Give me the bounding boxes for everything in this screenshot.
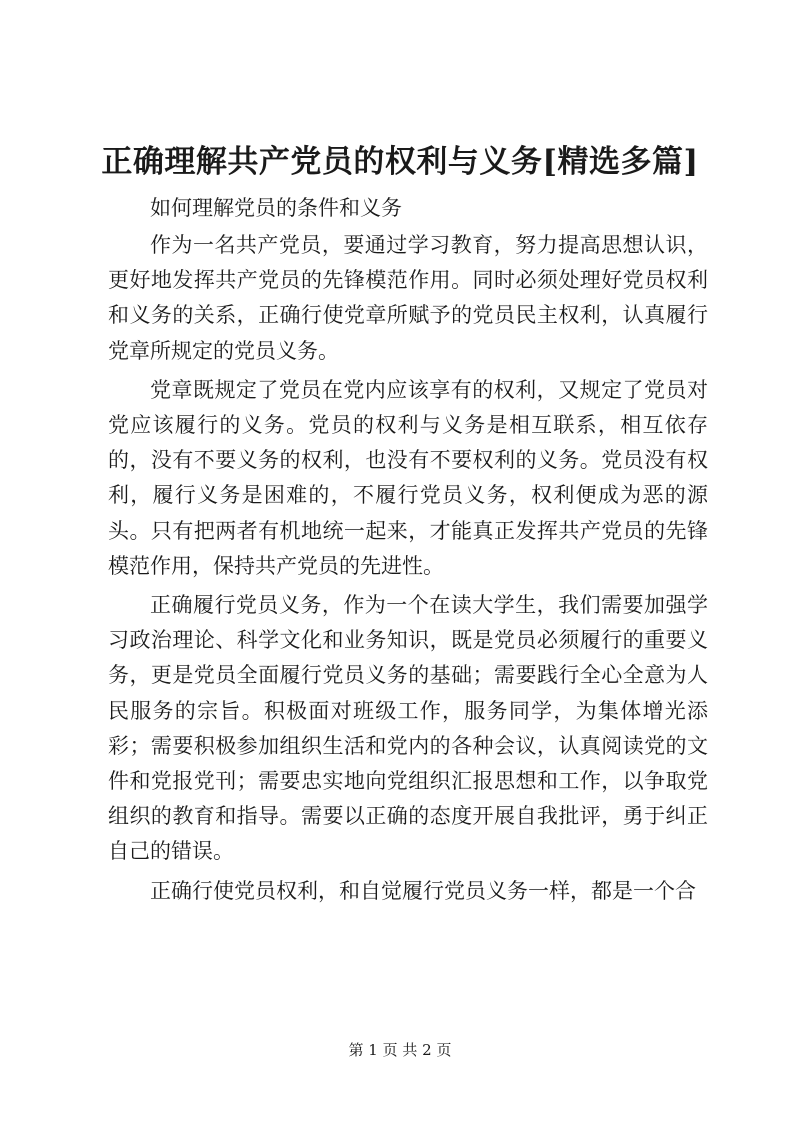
body-paragraph: 正确行使党员权利，和自觉履行党员义务一样，都是一个合 bbox=[150, 878, 696, 903]
document-subtitle: 如何理解党员的条件和义务 bbox=[150, 196, 402, 220]
document-body bbox=[108, 228, 708, 913]
page-footer: 第 1 页 共 2 页 bbox=[348, 1041, 452, 1059]
document-title: 正确理解共产党员的权利与义务[精选多篇] bbox=[101, 144, 699, 180]
body-paragraph: 作为一名共产党员，要通过学习教育，努力提高思想认识，更好地发挥共产党员的先锋模范作用。同时必须处理好党员权利和义务的关系，正确行使党章所赋予的党员民主权利，认真履行党章所规定的党员义务。 bbox=[108, 233, 708, 363]
body-paragraph: 正确履行党员义务，作为一个在读大学生，我们需要加强学习政治理论、科学文化和业务知识，既是党员必须履行的重要义务，更是党员全面履行党员义务的基础；需要践行全心全意为人民服务的宗旨。积极面对班级工作，服务同学，为集体增光添彩；需要积极参加组织生活和党内的各种会议，认真阅读党的文件和党报党刊；需要忠实地向党组织汇报思想和工作，以争取党组织的教育和指导。需要以正确的态度开展自我批评，勇于纠正自己的错误。 bbox=[108, 593, 708, 864]
body-paragraph: 党章既规定了党员在党内应该享有的权利，又规定了党员对党应该履行的义务。党员的权利与义务是相互联系，相互依存的，没有不要义务的权利，也没有不要权利的义务。党员没有权利，履行义务是困难的，不履行党员义务，权利便成为恶的源头。只有把两者有机地统一起来，才能真正发挥共产党员的先锋模范作用，保持共产党员的先进性。 bbox=[108, 377, 708, 578]
